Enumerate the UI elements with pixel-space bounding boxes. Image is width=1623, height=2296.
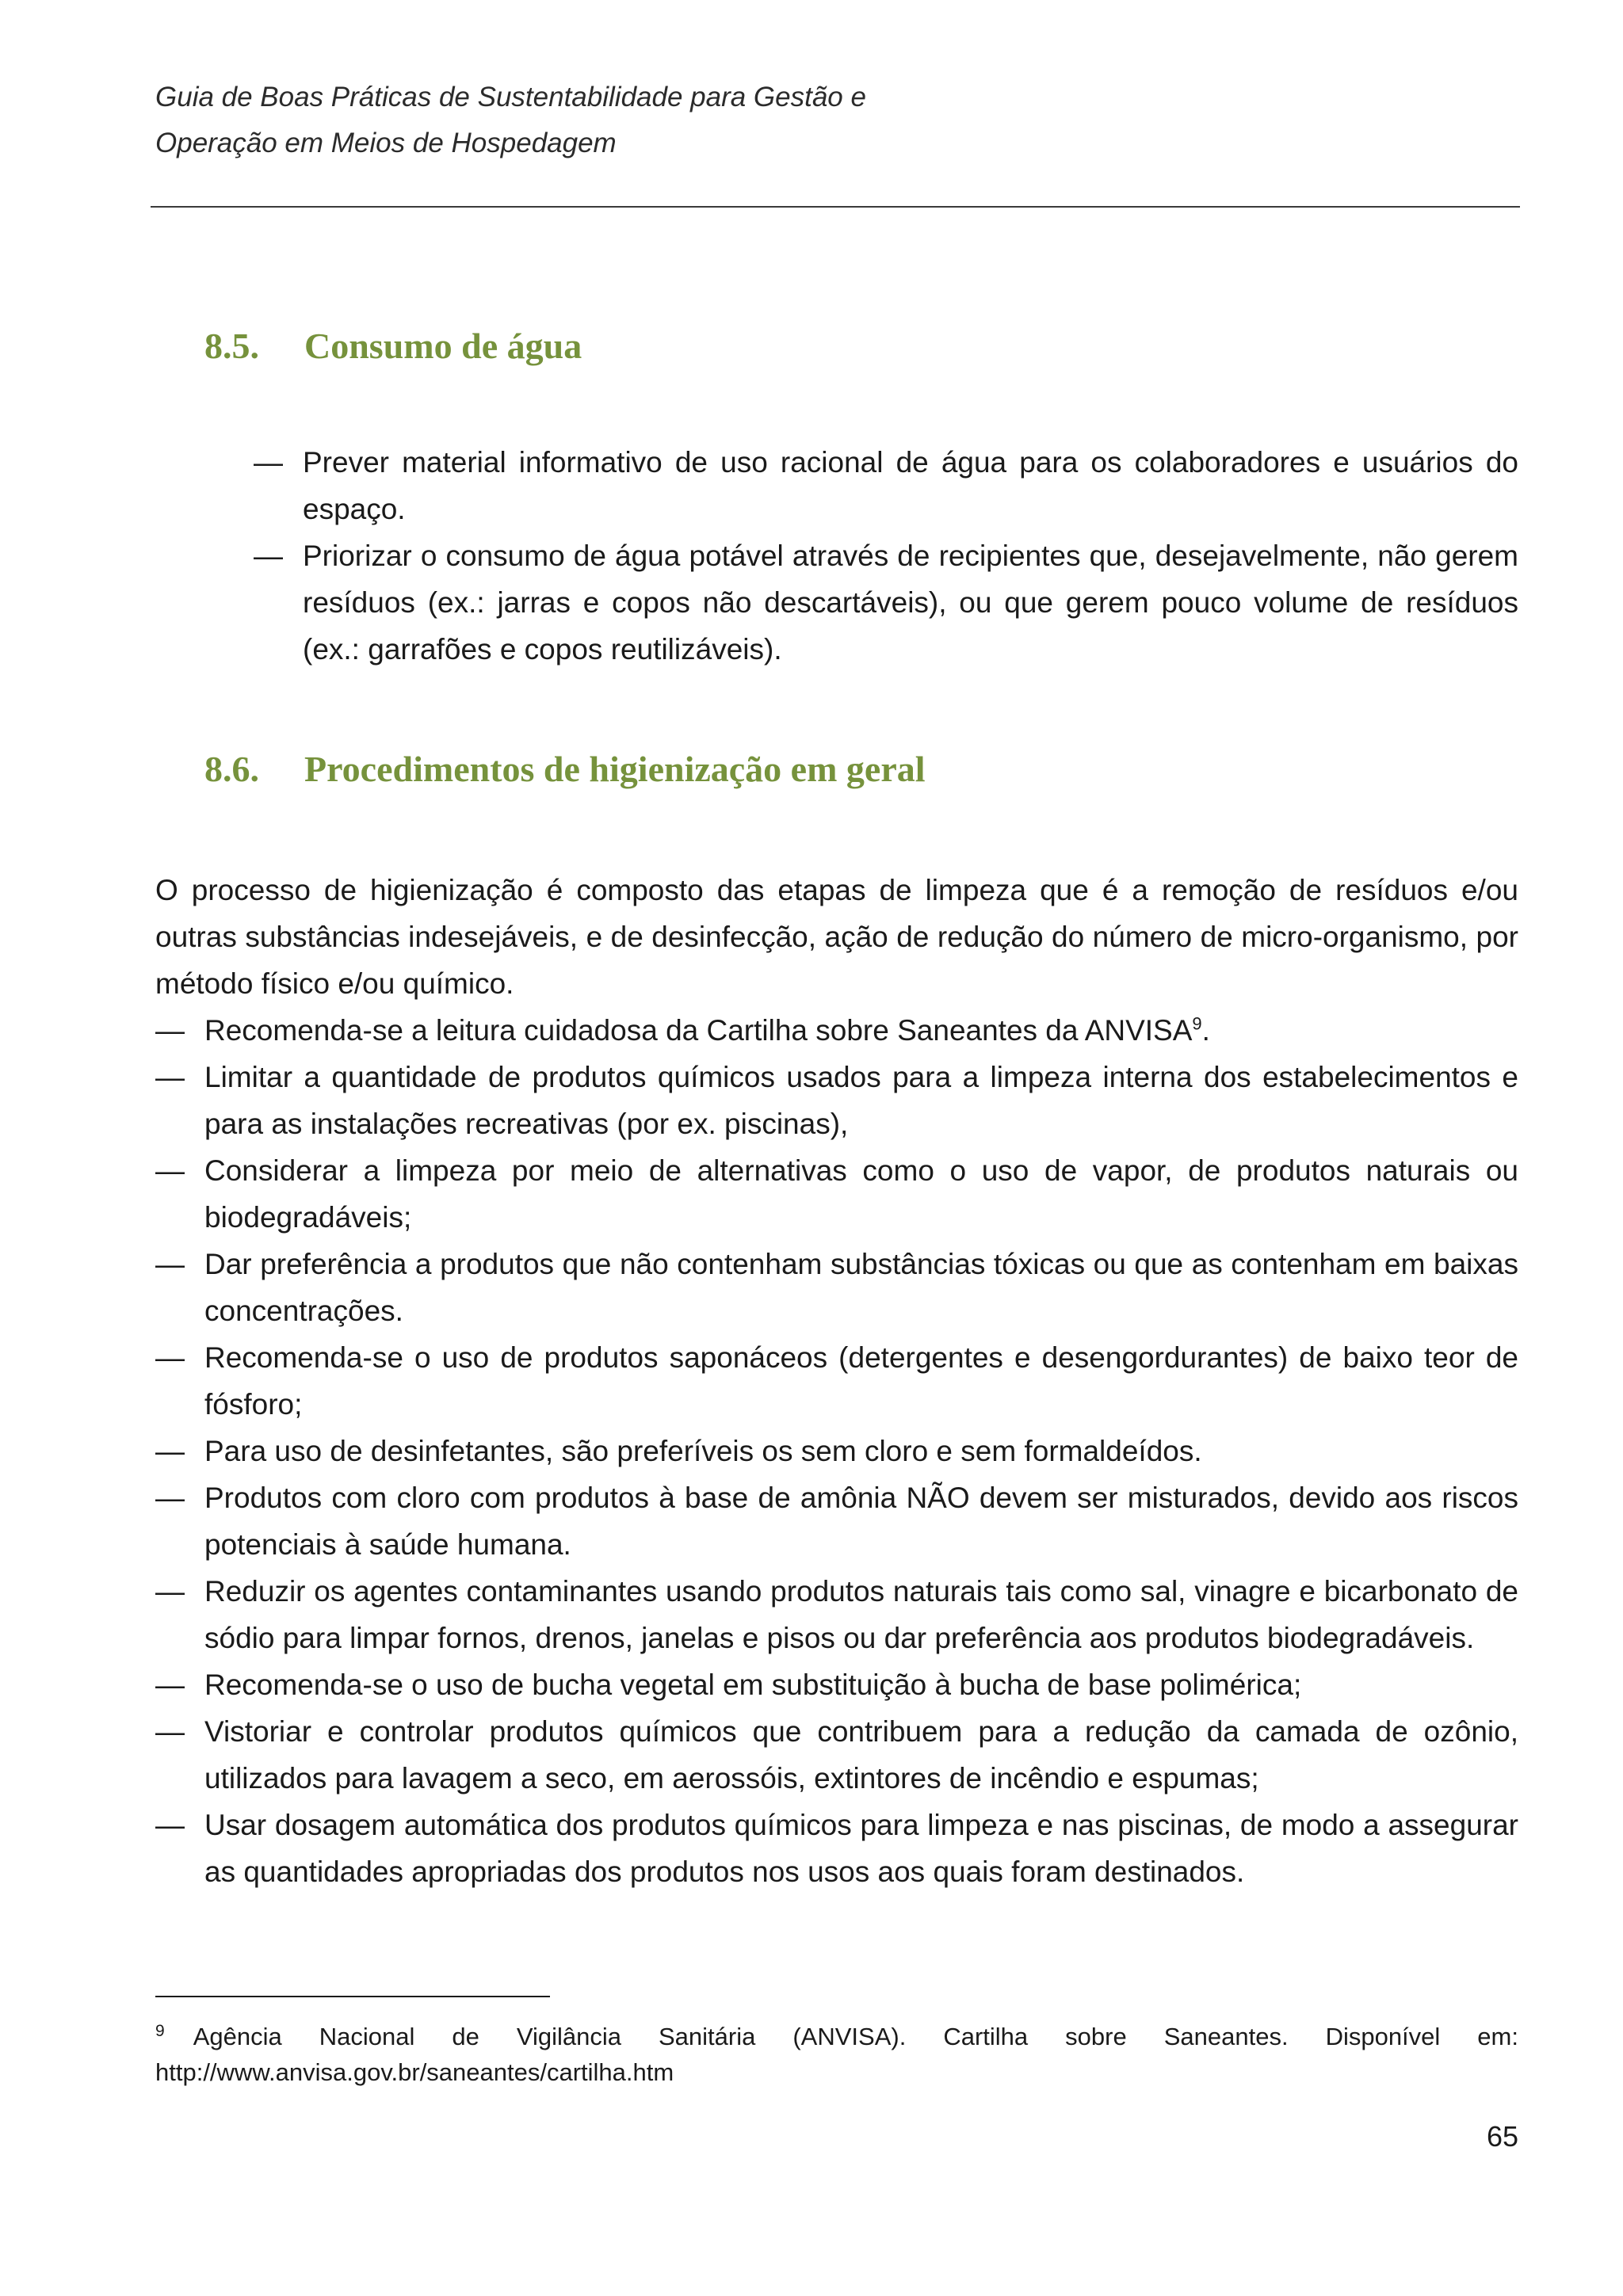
section-heading-8-5 — [204, 325, 1472, 367]
list-item — [155, 1428, 1518, 1474]
list-item-text: Usar dosagem automática dos produtos químicos para limpeza e nas piscinas, de modo a assegurar as quantidades apropriadas dos produtos nos usos aos quais foram destinados. — [204, 1809, 1518, 1888]
hygiene-intro-paragraph: O processo de higienização é composto das etapas de limpeza que é a remoção de resíduos e/ou outras substâncias indesejáveis, e de desinfecção, ação de redução do número de micro-organismo, por método físico e/ou químico. — [155, 874, 1518, 1000]
list-item-text: Recomenda-se o uso de produtos saponáceos (detergentes e desengordurantes) de baixo teor de fósforo; — [204, 1341, 1518, 1421]
hygiene-procedures-list — [155, 1007, 1518, 1895]
list-dash: — — [155, 1669, 185, 1701]
list-dash: — — [254, 446, 283, 479]
list-dash: — — [155, 1154, 185, 1187]
list-item — [155, 1802, 1518, 1895]
water-consumption-list — [254, 439, 1518, 673]
footnote-mark: 9 — [155, 2021, 165, 2040]
list-dash: — — [155, 1715, 185, 1748]
running-header — [155, 74, 1503, 166]
list-item-text: Prever material informativo de uso racional de água para os colaboradores e usuários do espaço. — [303, 446, 1518, 525]
list-item — [155, 1054, 1518, 1147]
section-title: Consumo de água — [304, 326, 582, 366]
list-dash: — — [155, 1014, 185, 1047]
list-dash: — — [155, 1809, 185, 1841]
list-item-text: Priorizar o consumo de água potável através de recipientes que, desejavelmente, não gerem resíduos (ex.: jarras e copos não descartáveis), ou que gerem pouco volume de resíduos (ex.: garrafões e copos reutilizáveis). — [303, 540, 1518, 666]
list-dash: — — [155, 1435, 185, 1467]
list-item — [155, 1568, 1518, 1661]
footnote-reference[interactable]: 9 — [1192, 1013, 1202, 1034]
list-item — [155, 1474, 1518, 1568]
list-dash: — — [155, 1248, 185, 1280]
list-item-text: Limitar a quantidade de produtos químicos usados para a limpeza interna dos estabelecimentos e para as instalações recreativas (por ex. piscinas), — [204, 1061, 1518, 1140]
list-item — [155, 1661, 1518, 1708]
list-item-text: Produtos com cloro com produtos à base de amônia NÃO devem ser misturados, devido aos riscos potenciais à saúde humana. — [204, 1482, 1518, 1561]
list-item — [155, 1708, 1518, 1802]
section-title: Procedimentos de higienização em geral — [304, 749, 926, 789]
list-item-end: . — [1201, 1014, 1210, 1047]
list-item — [254, 532, 1518, 673]
list-item-text: Recomenda-se a leitura cuidadosa da Cartilha sobre Saneantes da ANVISA — [204, 1014, 1193, 1047]
list-item-text: Vistoriar e controlar produtos químicos que contribuem para a redução da camada de ozônio, utilizados para lavagem a seco, em aerossóis, extintores de incêndio e espumas; — [204, 1715, 1518, 1794]
list-item-text: Reduzir os agentes contaminantes usando produtos naturais tais como sal, vinagre e bicarbonato de sódio para limpar fornos, drenos, janelas e pisos ou dar preferência aos produtos biodegradáveis. — [204, 1575, 1518, 1654]
header-divider — [151, 206, 1520, 208]
list-dash: — — [155, 1575, 185, 1608]
list-item — [155, 1007, 1518, 1054]
footnote-url-link[interactable]: http://www.anvisa.gov.br/saneantes/cartilha.htm — [155, 2058, 674, 2086]
list-item — [155, 1241, 1518, 1334]
list-dash: — — [254, 540, 283, 572]
list-item-text: Recomenda-se o uso de bucha vegetal em substituição à bucha de base polimérica; — [204, 1669, 1302, 1701]
header-line-2: Operação em Meios de Hospedagem — [155, 128, 617, 158]
header-line-1: Guia de Boas Práticas de Sustentabilidade para Gestão e — [155, 82, 866, 113]
list-dash: — — [155, 1061, 185, 1093]
footnote-text: Agência Nacional de Vigilância Sanitária (ANVISA). Cartilha sobre Saneantes. Disponível em: — [193, 2023, 1518, 2050]
list-dash: — — [155, 1482, 185, 1514]
footnote-text-line — [155, 2019, 1518, 2054]
footnote-divider — [155, 1996, 550, 1997]
footnote — [155, 2019, 1518, 2090]
list-dash: — — [155, 1341, 185, 1374]
list-item — [155, 1334, 1518, 1428]
list-item-text: Dar preferência a produtos que não contenham substâncias tóxicas ou que as contenham em baixas concentrações. — [204, 1248, 1518, 1327]
section-number: 8.6. — [204, 749, 259, 789]
list-item-text: Para uso de desinfetantes, são preferíveis os sem cloro e sem formaldeídos. — [204, 1435, 1202, 1467]
list-item — [155, 1147, 1518, 1241]
section-heading-8-6 — [204, 748, 1472, 790]
list-item — [254, 439, 1518, 532]
page-number: 65 — [1486, 2120, 1518, 2153]
section-number: 8.5. — [204, 326, 259, 366]
list-item-text: Considerar a limpeza por meio de alternativas como o uso de vapor, de produtos naturais ou biodegradáveis; — [204, 1154, 1518, 1234]
